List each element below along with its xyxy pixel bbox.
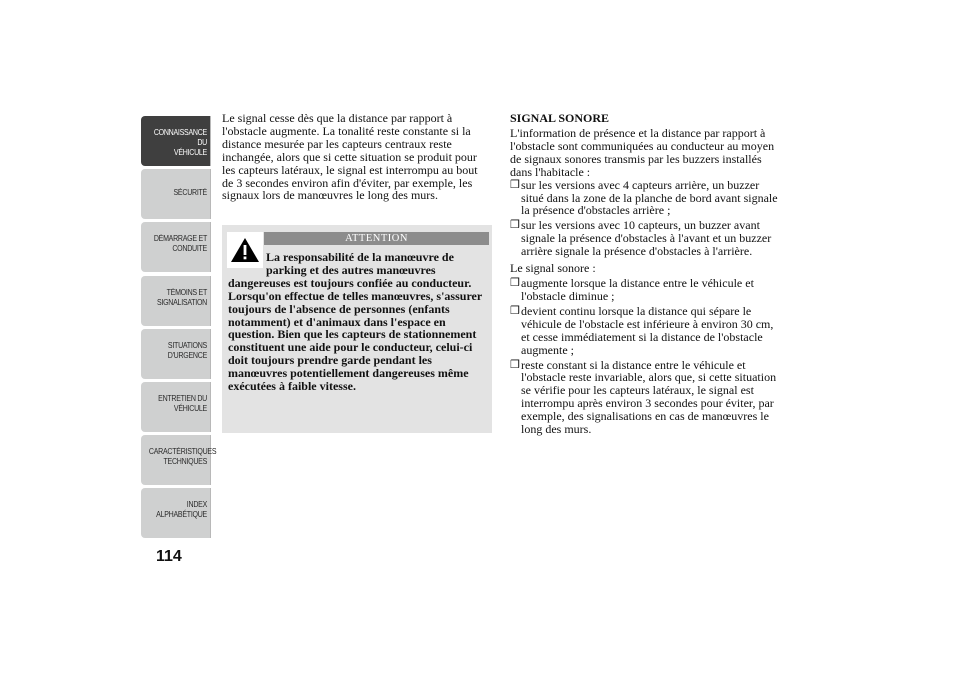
list-item: ❒ sur les versions avec 10 capteurs, un buzzer avant signale la présence d'obstacles à l'avant et un buzzer arrière signale la présence d'obstacles à l'arrière. [510, 218, 772, 259]
sidebar-tab-temoins[interactable] [141, 276, 211, 326]
list-item: ❒ augmente lorsque la distance entre le véhicule et l'obstacle diminue ; [510, 276, 754, 303]
left-paragraph: Le signal cesse dès que la distance par rapport à l'obstacle augmente. La tonalité reste constante si la distance mesurée par les capteurs centraux reste inchangée, alors que si cette situation se produit pour les capteurs latéraux, le signal est interrompu au bout de 3 secondes environ afin d'éviter, par exemple, les signaux lors de manœuvres le long des murs. [222, 111, 478, 203]
sidebar-tab-connaissance[interactable] [141, 116, 211, 166]
right-column [510, 112, 782, 438]
page-number: 114 [156, 548, 182, 565]
sidebar-tab-label: SÉCURITÉ [173, 188, 207, 198]
sidebar-tab-index[interactable] [141, 488, 211, 538]
warning-text-rest: dangereuses est toujours confiée au conducteur. Lorsqu'on effectue de telles manœuvres, s'assurer toujours de l'absence de personnes (enfants notamment) et d'animaux dans l'espace en question. Bien que les capteurs de stationnement constituent une aide pour le conducteur, celui-ci doit toujours prendre garde pendant les manœuvres potentiellement dangereuses même exécutées à faible vitesse. [228, 275, 482, 394]
sidebar-tab-label: DÉMARRAGE ET CONDUITE [153, 234, 207, 254]
bullet-box-icon: ❒ [510, 358, 520, 371]
warning-text [228, 251, 488, 393]
subheading: Le signal sonore : [510, 261, 596, 276]
list-item: ❒ devient continu lorsque la distance qui sépare le véhicule de l'obstacle est inférieure à environ 30 cm, et cesse immédiatement si la distance de l'obstacle augmente ; [510, 303, 774, 357]
list-item: ❒ sur les versions avec 4 capteurs arrière, un buzzer situé dans la zone de la planche de bord avant signale la présence d'obstacles arrière ; [510, 177, 778, 218]
chapter-sidebar [141, 116, 217, 542]
warning-box [222, 225, 492, 433]
intro-paragraph: L'information de présence et la distance par rapport à l'obstacle sont communiquées au conducteur au moyen de signaux sonores transmis par les buzzers installés dans l'habitacle : [510, 126, 775, 179]
list-item: ❒ reste constant si la distance entre le véhicule et l'obstacle reste invariable, alors que, si cette situation se vérifie pour les capteurs latéraux, le signal est interrompu après environ 3 secondes pour éviter, par exemple, des signalisations en cas de manœuvres le long des murs. [510, 357, 777, 437]
bullet-box-icon: ❒ [510, 178, 520, 191]
sidebar-tab-label: CARACTÉRISTIQUES TECHNIQUES [148, 447, 217, 467]
warning-header: ATTENTION [264, 232, 489, 245]
bullet-box-icon: ❒ [510, 304, 520, 317]
sidebar-tab-label: ENTRETIEN DU VÉHICULE [158, 393, 207, 413]
sidebar-tab-urgence[interactable] [141, 329, 211, 379]
left-column [222, 112, 490, 202]
warning-text-first: La responsabilité de la manœuvre de parking et des autres manœuvres [266, 250, 454, 277]
sidebar-tab-securite[interactable] [141, 169, 211, 219]
sidebar-tab-demarrage[interactable] [141, 222, 211, 272]
section-title: SIGNAL SONORE [510, 111, 610, 125]
sidebar-tab-label: INDEX ALPHABÉTIQUE [156, 500, 207, 520]
buzzer-list [510, 179, 782, 258]
bullet-box-icon: ❒ [510, 219, 520, 232]
sidebar-tab-entretien[interactable] [141, 382, 211, 432]
sidebar-tab-caracteristiques[interactable] [141, 435, 217, 485]
sidebar-tab-label: TÉMOINS ET SIGNALISATION [156, 287, 207, 307]
bullet-box-icon: ❒ [510, 277, 520, 290]
sidebar-tab-label: CONNAISSANCE DU VÉHICULE [153, 128, 207, 157]
signal-list [510, 277, 782, 436]
sidebar-tab-label: SITUATIONS D'URGENCE [167, 340, 207, 360]
